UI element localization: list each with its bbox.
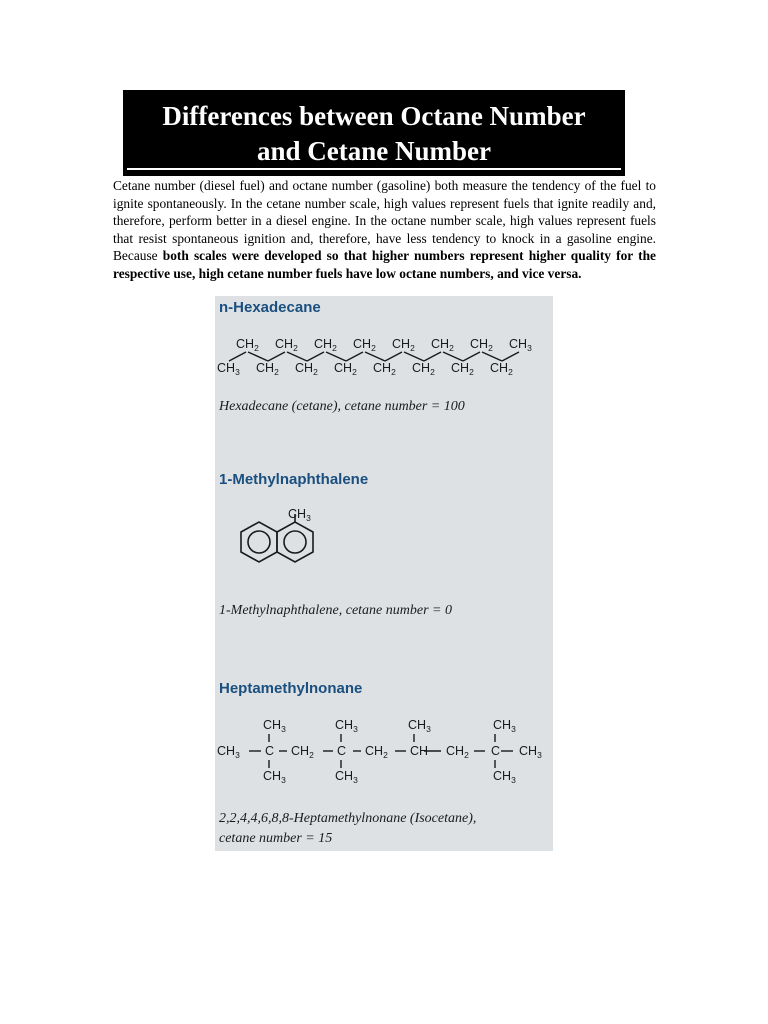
title-underline bbox=[127, 168, 621, 170]
heptamethylnonane-main-chain bbox=[217, 744, 542, 760]
hexadecane-bottom-group: $CH_2$ bbox=[412, 361, 435, 377]
heptamethylnonane-chain-group: C bbox=[491, 744, 501, 758]
heptamethylnonane-chain-group: $CH_3$ bbox=[519, 744, 542, 760]
heptamethylnonane-top-group: $CH_3$ bbox=[408, 718, 431, 734]
hexadecane-bottom-group: $CH_2$ bbox=[334, 361, 357, 377]
heptamethylnonane-bottom-group: $CH_3$ bbox=[335, 769, 358, 785]
title-line-1: Differences between Octane Number bbox=[162, 101, 586, 131]
methylnaphthalene-heading: 1-Methylnaphthalene bbox=[219, 471, 369, 488]
hexadecane-caption: Hexadecane (cetane), cetane number = 100 bbox=[219, 399, 465, 414]
structures-svg bbox=[215, 296, 553, 851]
hexadecane-bond bbox=[424, 352, 441, 361]
hexadecane-bond bbox=[502, 352, 519, 361]
hexadecane-bottom-group: $CH_2$ bbox=[295, 361, 318, 377]
hexadecane-heading: n-Hexadecane bbox=[219, 299, 321, 316]
naphthalene-ring-icon bbox=[241, 514, 313, 562]
hexadecane-bond bbox=[404, 352, 424, 361]
hexadecane-bottom-group: $CH_2$ bbox=[256, 361, 279, 377]
heptamethylnonane-top-group: $CH_3$ bbox=[493, 718, 516, 734]
heptamethylnonane-bottom-row bbox=[263, 769, 516, 785]
hexadecane-bond bbox=[385, 352, 402, 361]
hexadecane-top-group: $CH_3$ bbox=[509, 337, 532, 353]
hexadecane-bond bbox=[365, 352, 385, 361]
heptamethylnonane-top-row bbox=[263, 718, 516, 734]
hexadecane-bottom-group: $CH_3$ bbox=[217, 361, 240, 377]
methylnaphthalene-caption: 1-Methylnaphthalene, cetane number = 0 bbox=[219, 603, 452, 618]
heptamethylnonane-chain-group: $CH_3$ bbox=[217, 744, 240, 760]
heptamethylnonane-heading: Heptamethylnonane bbox=[219, 680, 363, 697]
hexadecane-top-group: $CH_2$ bbox=[353, 337, 376, 353]
heptamethylnonane-bottom-group: $CH_3$ bbox=[493, 769, 516, 785]
hexadecane-bond bbox=[307, 352, 324, 361]
heptamethylnonane-top-group: $CH_3$ bbox=[335, 718, 358, 734]
heptamethylnonane-chain-group: C bbox=[265, 744, 275, 758]
hexadecane-top-group: $CH_2$ bbox=[431, 337, 454, 353]
heptamethylnonane-caption-2: cetane number = 15 bbox=[219, 831, 333, 846]
hexadecane-top-group: $CH_2$ bbox=[470, 337, 493, 353]
hexadecane-bond bbox=[346, 352, 363, 361]
hexadecane-bond bbox=[287, 352, 307, 361]
methyl-substituent: $CH_3$ bbox=[288, 507, 311, 523]
hexadecane-bottom-group: $CH_2$ bbox=[451, 361, 474, 377]
hexadecane-bond bbox=[326, 352, 346, 361]
hexadecane-bond bbox=[463, 352, 480, 361]
heptamethylnonane-top-group: $CH_3$ bbox=[263, 718, 286, 734]
hexadecane-bond bbox=[482, 352, 502, 361]
hexadecane-bond bbox=[268, 352, 285, 361]
heptamethylnonane-chain-group: $CH_2$ bbox=[365, 744, 388, 760]
structures-figure bbox=[215, 296, 553, 851]
hexadecane-bottom-group: $CH_2$ bbox=[490, 361, 513, 377]
hexadecane-bottom-group: $CH_2$ bbox=[373, 361, 396, 377]
hexadecane-top-group: $CH_2$ bbox=[236, 337, 259, 353]
intro-text: Cetane number (diesel fuel) and octane number (gasoline) both measure the tendency of the fuel to ignite spontaneously. In the cetane number scale, high values represent fuels that ignite readily and, therefore, perform better in a diesel engine. In the octane number scale, high values represent fuels that resist spontaneous ignition and, therefore, have less tendency to knock in a gasoline engine. Because bbox=[113, 178, 656, 263]
intro-paragraph bbox=[113, 177, 656, 282]
hexadecane-top-group: $CH_2$ bbox=[314, 337, 337, 353]
heptamethylnonane-bottom-group: $CH_3$ bbox=[263, 769, 286, 785]
hexadecane-bond bbox=[229, 352, 246, 361]
hexadecane-bottom-row bbox=[217, 361, 513, 377]
heptamethylnonane-chain-group: $CH_2$ bbox=[291, 744, 314, 760]
hexadecane-top-row bbox=[236, 337, 532, 353]
hexadecane-bond bbox=[443, 352, 463, 361]
hexadecane-bond bbox=[248, 352, 268, 361]
heptamethylnonane-chain-group: $CH_2$ bbox=[446, 744, 469, 760]
heptamethylnonane-caption-1: 2,2,4,4,6,8,8-Heptamethylnonane (Isocetane), bbox=[219, 811, 477, 826]
heptamethylnonane-chain-group: C bbox=[337, 744, 347, 758]
intro-bold-text: both scales were developed so that higher numbers represent higher quality for the respective use, high cetane number fuels have low octane numbers, and vice versa. bbox=[113, 248, 656, 281]
hexadecane-bonds bbox=[229, 352, 519, 361]
hexadecane-top-group: $CH_2$ bbox=[392, 337, 415, 353]
heptamethylnonane-chain-group: CH bbox=[410, 744, 429, 758]
title-line-2: and Cetane Number bbox=[257, 136, 491, 166]
hexadecane-top-group: $CH_2$ bbox=[275, 337, 298, 353]
title-banner bbox=[123, 90, 625, 176]
